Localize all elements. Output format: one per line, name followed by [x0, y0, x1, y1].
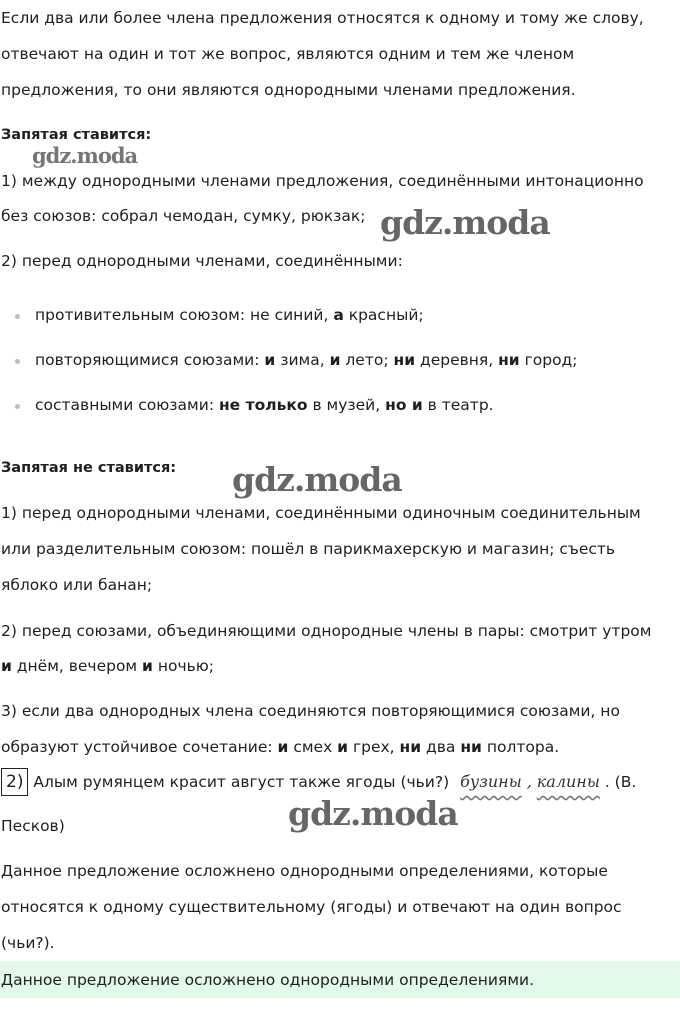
explanation-line-3: (чьи?).	[1, 934, 55, 952]
heading-comma-placed: Запятая ставится:	[1, 127, 152, 143]
intro-line-1: Если два или более члена предложения относятся к одному и тому же слову,	[1, 9, 644, 27]
not-placed-item-3-line-1: 3) если два однородных члена соединяются повторяющимися союзами, но	[1, 702, 620, 720]
not-placed-item-1-line-2: или разделительным союзом: пошёл в парикмахерскую и магазин; съесть	[1, 540, 616, 558]
watermark-logo: gdz.moda	[380, 203, 550, 242]
task-sentence	[1, 767, 636, 797]
intro-line-3: предложения, то они являются однородными членами предложения.	[1, 81, 576, 99]
task-author: Песков)	[1, 817, 65, 835]
not-placed-item-1-line-1: 1) перед однородными членами, соединёнными одиночным соединительным	[1, 504, 641, 522]
not-placed-item-2-line-1: 2) перед союзами, объединяющими однородные члены в пары: смотрит утром	[1, 622, 652, 640]
bullet-dot	[15, 404, 20, 409]
explanation-line-1: Данное предложение осложнено однородными определениями, которые	[1, 862, 608, 880]
placed-item-1-line-2: без союзов: собрал чемодан, сумку, рюкзак;	[1, 207, 366, 225]
watermark-logo: gdz.moda	[232, 460, 402, 499]
answer-text: Данное предложение осложнено однородными определениями.	[1, 971, 535, 989]
not-placed-item-3-line-2: образуют устойчивое сочетание: и смех и грех, ни два ни полтора.	[1, 738, 560, 756]
intro-line-2: отвечают на один и тот же вопрос, являются одним и тем же членом	[1, 45, 575, 63]
not-placed-item-1-line-3: яблоко или банан;	[1, 576, 153, 594]
not-placed-item-2-line-2: и днём, вечером и ночью;	[1, 657, 215, 675]
placed-item-1-line-1: 1) между однородными членами предложения, соединёнными интонационно	[1, 172, 644, 190]
bullet-item-compound: составными союзами: не только в музей, но и в театр.	[35, 396, 494, 414]
bullet-item-repeating: повторяющимися союзами: и зима, и лето; ни деревня, ни город;	[35, 351, 578, 369]
heading-comma-not-placed: Запятая не ставится:	[1, 460, 177, 476]
task-number: 2)	[1, 768, 28, 796]
explanation-line-2: относятся к одному существительному (ягоды) и отвечают на один вопрос	[1, 898, 622, 916]
bullet-item-adversative: противительным союзом: не синий, а красный;	[35, 306, 424, 324]
watermark-logo: gdz.moda	[32, 143, 138, 168]
comma: ,	[526, 772, 532, 791]
homogeneous-word-1: бузины	[460, 772, 522, 791]
task-text: Алым румянцем красит август также ягоды (чьи?)	[33, 773, 450, 791]
task-tail: . (В.	[604, 773, 637, 791]
homogeneous-word-2: калины	[536, 772, 600, 791]
placed-item-2: 2) перед однородными членами, соединёнными:	[1, 252, 403, 270]
bullet-dot	[15, 314, 20, 319]
bullet-dot	[15, 359, 20, 364]
watermark-logo: gdz.moda	[288, 794, 458, 833]
